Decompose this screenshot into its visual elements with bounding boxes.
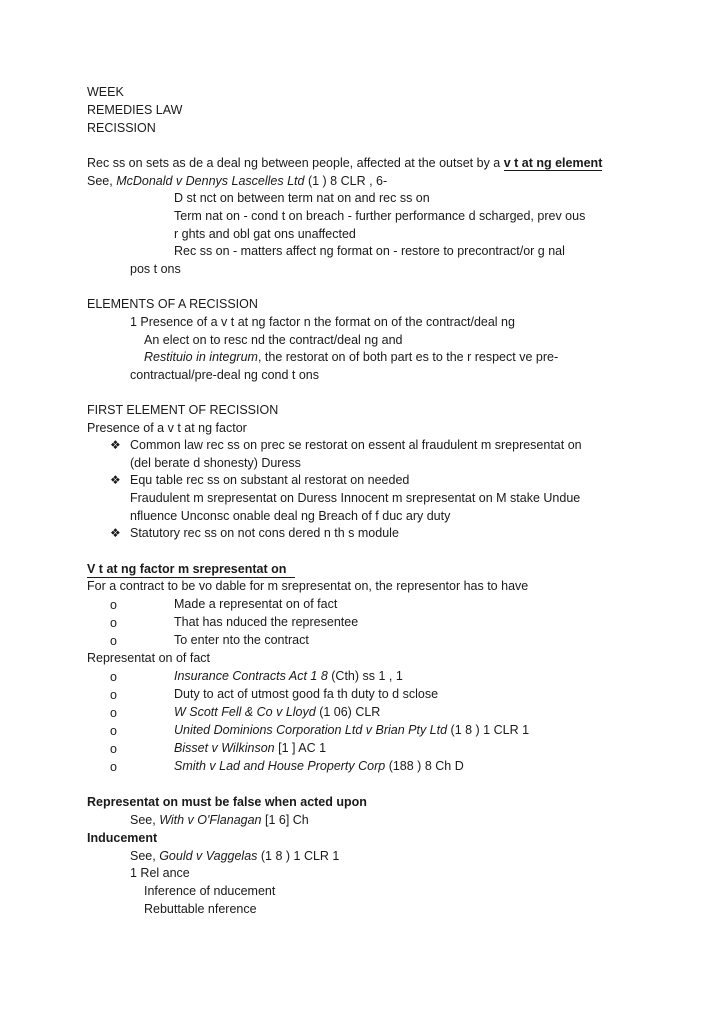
element-item-3-text: , the restorat on of both part es to the r respect ve pre- (257, 350, 559, 364)
see-prefix: See, (130, 813, 160, 827)
circle-bullet-icon: o (110, 670, 117, 684)
circle-bullet-icon: o (110, 760, 117, 774)
fact-item-6 (174, 758, 464, 774)
case-name: Gould v Vaggelas (159, 849, 258, 863)
termination-line-1: Term nat on - cond t on breach - further performance d scharged, prev ous (174, 209, 586, 223)
inference-item: Inference of nducement (144, 884, 276, 898)
topic-title: RECISSION (87, 121, 156, 135)
termination-line-2: r ghts and obl gat ons unaffected (174, 227, 356, 241)
diamond-bullet-icon: ❖ (110, 526, 121, 540)
statute-citation: (Cth) ss 1 , 1 (327, 669, 403, 683)
statute-name: Insurance Contracts Act 1 8 (174, 669, 328, 683)
diamond-bullet-icon: ❖ (110, 473, 121, 487)
inducement-heading: Inducement (87, 831, 158, 845)
see-gould-line (130, 848, 339, 864)
diamond-bullet-icon: ❖ (110, 438, 121, 452)
fact-item-1 (174, 668, 403, 684)
requirement-3: To enter nto the contract (174, 633, 309, 647)
fact-heading: Representat on of fact (87, 651, 210, 665)
case-citation: (1 06) CLR (315, 705, 381, 719)
circle-bullet-icon: o (110, 706, 117, 720)
bullet-text-2-cont: Fraudulent m srepresentat on Duress Innocent m srepresentat on M stake Undue (130, 491, 581, 505)
rescission-line-2: pos t ons (130, 262, 181, 276)
circle-bullet-icon: o (110, 634, 117, 648)
first-element-heading: FIRST ELEMENT OF RECISSION (87, 403, 279, 417)
fact-item-2: Duty to act of utmost good fa th duty to d sclose (174, 687, 439, 701)
latin-term: Restituio in integrum (144, 350, 258, 364)
case-name: W Scott Fell & Co v Lloyd (174, 705, 316, 719)
circle-bullet-icon: o (110, 598, 117, 612)
false-heading: Representat on must be false when acted upon (87, 795, 367, 809)
subject-title: REMEDIES LAW (87, 103, 183, 117)
requirement-2: That has nduced the representee (174, 615, 359, 629)
bullet-text-3: Statutory rec ss on not cons dered n th s module (130, 526, 399, 540)
rebuttable-item: Rebuttable nference (144, 902, 257, 916)
bullet-text-1: Common law rec ss on prec se restorat on essent al fraudulent m srepresentat on (130, 438, 582, 452)
rescission-line-1: Rec ss on - matters affect ng format on - restore to precontract/or g nal (174, 244, 565, 258)
elements-heading: ELEMENTS OF A RECISSION (87, 297, 258, 311)
case-name: McDonald v Dennys Lascelles Ltd (116, 174, 305, 188)
misrep-intro: For a contract to be vo dable for m srepresentat on, the representor has to have (87, 579, 529, 593)
definition-text: Rec ss on sets as de a deal ng between people, affected at the outset by a (87, 156, 504, 170)
circle-bullet-icon: o (110, 742, 117, 756)
fact-item-3 (174, 704, 380, 720)
week-label: WEEK (87, 85, 124, 99)
definition-line (87, 155, 602, 171)
misrep-heading: V t at ng factor m srepresentat on (87, 561, 295, 578)
fact-item-5 (174, 740, 326, 756)
see-prefix: See, (87, 174, 117, 188)
circle-bullet-icon: o (110, 688, 117, 702)
case-name: Bisset v Wilkinson (174, 741, 275, 755)
circle-bullet-icon: o (110, 616, 117, 630)
bullet-text-2: Equ table rec ss on substant al restorat on needed (130, 473, 410, 487)
case-citation: (1 8 ) 1 CLR 1 (257, 849, 340, 863)
first-element-subheading: Presence of a v t at ng factor (87, 421, 247, 435)
case-citation: [1 ] AC 1 (274, 741, 327, 755)
element-item-3-cont: contractual/pre-deal ng cond t ons (130, 368, 320, 382)
see-with-line (130, 812, 309, 828)
element-item-1: 1 Presence of a v t at ng factor n the format on of the contract/deal ng (130, 315, 515, 329)
case-citation: [1 6] Ch (261, 813, 309, 827)
requirement-1: Made a representat on of fact (174, 597, 338, 611)
fact-item-4 (174, 722, 529, 738)
reliance-item: 1 Rel ance (130, 866, 190, 880)
circle-bullet-icon: o (110, 724, 117, 738)
case-name: With v O'Flanagan (159, 813, 262, 827)
case-name: United Dominions Corporation Ltd v Brian Pty Ltd (174, 723, 448, 737)
element-item-3 (144, 349, 558, 365)
bullet-text-2-cont-2: nfluence Unconsc onable deal ng Breach of f duc ary duty (130, 509, 451, 523)
bullet-text-1-cont: (del berate d shonesty) Duress (130, 456, 301, 470)
see-mcdonald-line (87, 173, 387, 189)
definition-emphasis: v t at ng element (503, 156, 603, 170)
case-name: Smith v Lad and House Property Corp (174, 759, 386, 773)
case-citation: (1 ) 8 CLR , 6- (304, 174, 388, 188)
distinction-line: D st nct on between term nat on and rec ss on (174, 191, 430, 205)
see-prefix: See, (130, 849, 160, 863)
element-item-2: An elect on to resc nd the contract/deal ng and (144, 333, 403, 347)
case-citation: (1 8 ) 1 CLR 1 (447, 723, 530, 737)
case-citation: (188 ) 8 Ch D (385, 759, 464, 773)
